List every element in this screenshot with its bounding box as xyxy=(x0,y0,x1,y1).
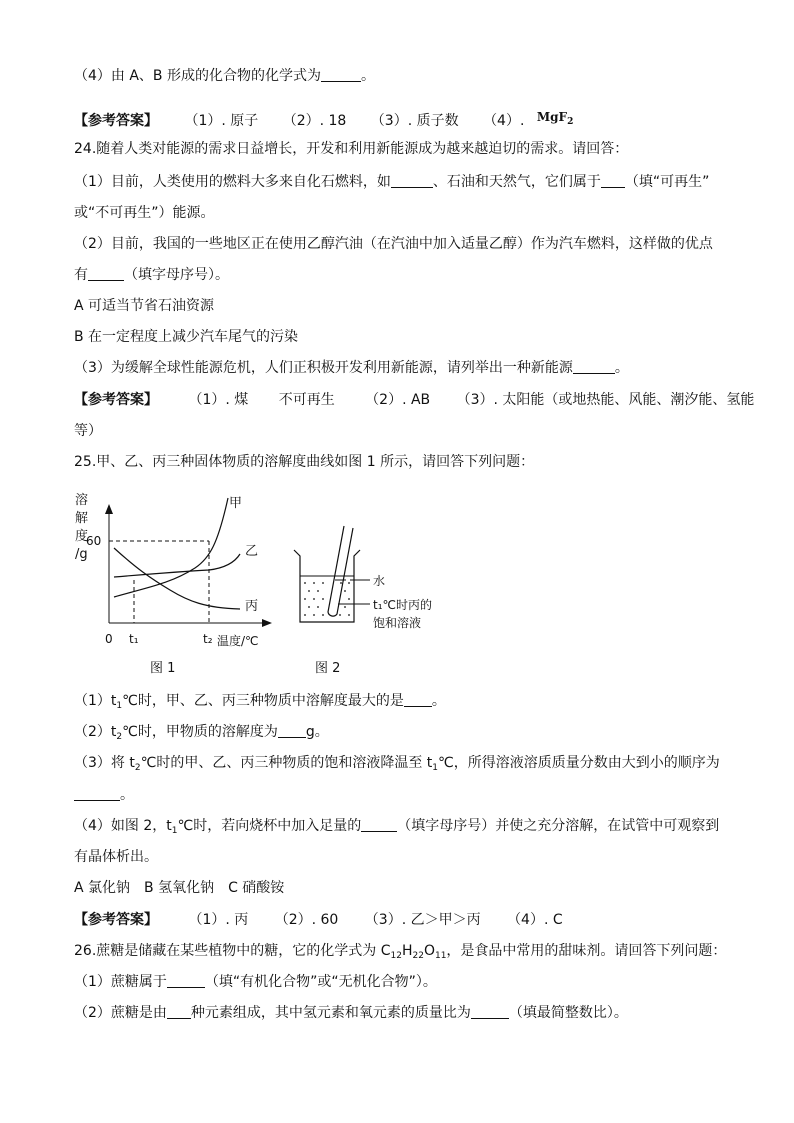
label-yi: 乙 xyxy=(245,544,259,559)
q23-answer: 【参考答案】 （1）. 原子 （2）. 18 （3）. 质子数 （4）. MgF$_2$ xyxy=(74,110,574,129)
q25-p3: （3）将 $t_2℃$时的甲、乙、丙三种物质的饱和溶液降温至 $t_1℃$，所得溶液溶质质量分数由大到小的顺序为 xyxy=(74,755,720,773)
q24-stem: 24.随着人类对能源的需求日益增长，开发和利用新能源成为越来越迫切的需求。请回答： xyxy=(74,141,629,157)
caption-fig2: 图 2 xyxy=(315,661,341,676)
answer-blank[interactable] xyxy=(361,817,397,832)
y-tick-60: 60 xyxy=(86,534,102,548)
test-tube xyxy=(328,526,353,616)
curve-bing xyxy=(114,548,240,609)
curve-jia xyxy=(114,498,228,597)
q26-p2: （2）蔗糖是由 种元素组成，其中氢元素和氧元素的质量比为 （填最简整数比）。 xyxy=(74,1005,628,1021)
svg-text:/g: /g xyxy=(75,547,88,562)
q23-part4: （4）由 A、B 形成的化合物的化学式为 。 xyxy=(74,68,375,84)
label-solution-a: t₁℃时丙的 xyxy=(373,598,432,612)
q24-p1-cont: 或“不可再生”）能源。 xyxy=(74,205,215,221)
q25-p4: （4）如图 2，$t_1℃$时，若向烧杯中加入足量的 （填字母序号）并使之充分溶解，在试管中可观察到 xyxy=(74,818,720,836)
label-solution-b: 饱和溶液 xyxy=(373,616,422,630)
caption-fig1: 图 1 xyxy=(150,661,176,676)
answer-blank[interactable] xyxy=(471,1004,509,1019)
y-axis-arrow-icon xyxy=(105,504,113,514)
x-tick-t1: t₁ xyxy=(129,632,139,646)
answer-blank[interactable] xyxy=(74,786,120,801)
q24-p2: （2）目前，我国的一些地区正在使用乙醇汽油（在汽油中加入适量乙醇）作为汽车燃料，这样做的优点 xyxy=(74,236,713,252)
label-water: 水 xyxy=(373,574,386,588)
beaker xyxy=(294,550,360,622)
q24-p3: （3）为缓解全球性能源危机，人们正积极开发利用新能源，请列举出一种新能源 。 xyxy=(74,360,629,376)
q24-answer: 【参考答案】 （1）. 煤 不可再生 （2）. AB （3）. 太阳能（或地热能、风能、潮汐能、氢能 xyxy=(74,392,755,408)
figure-1 xyxy=(75,492,272,676)
answer-blank[interactable] xyxy=(404,692,432,707)
label-jia: 甲 xyxy=(229,496,243,511)
q26-stem: 26.蔗糖是储藏在某些植物中的糖，它的化学式为 $C_{12}H_{22}O_{11}$，是食品中常用的甜味剂。请回答下列问题： xyxy=(74,943,727,961)
answer-blank[interactable] xyxy=(278,723,306,738)
q25-p4-cont: 有晶体析出。 xyxy=(74,849,158,865)
solution-dots xyxy=(304,582,350,616)
q24-option-b: B 在一定程度上减少汽车尾气的污染 xyxy=(74,329,299,345)
q26-p1: （1）蔗糖属于 （填“有机化合物”或“无机化合物”）。 xyxy=(74,974,437,990)
y-axis-label: 溶 xyxy=(75,493,89,508)
x-tick-t2: t₂ xyxy=(203,632,213,646)
label-bing: 丙 xyxy=(245,599,259,614)
figure-solubility xyxy=(70,488,470,678)
answer-blank[interactable] xyxy=(573,359,615,374)
answer-blank[interactable] xyxy=(601,173,625,188)
formula-mgf2: MgF$_2$ xyxy=(536,110,574,127)
q24-option-a: A 可适当节省石油资源 xyxy=(74,298,215,314)
q25-options: A 氯化钠 B 氢氧化钠 C 硝酸铵 xyxy=(74,880,285,896)
origin-label: 0 xyxy=(105,632,113,646)
answer-blank[interactable] xyxy=(391,173,433,188)
answer-blank[interactable] xyxy=(167,1004,191,1019)
svg-text:度: 度 xyxy=(75,529,89,544)
q25-stem: 25.甲、乙、丙三种固体物质的溶解度曲线如图 1 所示，请回答下列问题： xyxy=(74,454,535,470)
q25-p1: $(1)t_1℃$时，甲、乙、丙三种物质中溶解度最大的是 。 xyxy=(74,693,446,711)
figure-2 xyxy=(294,526,432,676)
q25-p2: $(2)t_2℃$时，甲物质的溶解度为 g。 xyxy=(74,724,329,742)
x-axis-arrow-icon xyxy=(262,619,272,627)
q24-answer-cont: 等） xyxy=(74,423,102,439)
x-axis-label: 温度/℃ xyxy=(217,634,259,648)
q24-p1: （1）目前，人类使用的燃料大多来自化石燃料，如 、石油和天然气，它们属于 （填“可再生” xyxy=(74,174,710,190)
q25-p3-cont: 。 xyxy=(74,785,134,805)
answer-blank[interactable] xyxy=(167,973,205,988)
q25-answer: 【参考答案】 （1）. 丙 （2）. 60 （3）. 乙＞甲＞丙 （4）. C xyxy=(74,912,563,928)
answer-blank[interactable] xyxy=(88,266,124,281)
answer-blank[interactable] xyxy=(321,67,361,82)
q24-p2-cont: 有 （填字母序号）。 xyxy=(74,267,229,283)
curve-yi xyxy=(114,554,240,577)
svg-text:解: 解 xyxy=(75,511,89,526)
